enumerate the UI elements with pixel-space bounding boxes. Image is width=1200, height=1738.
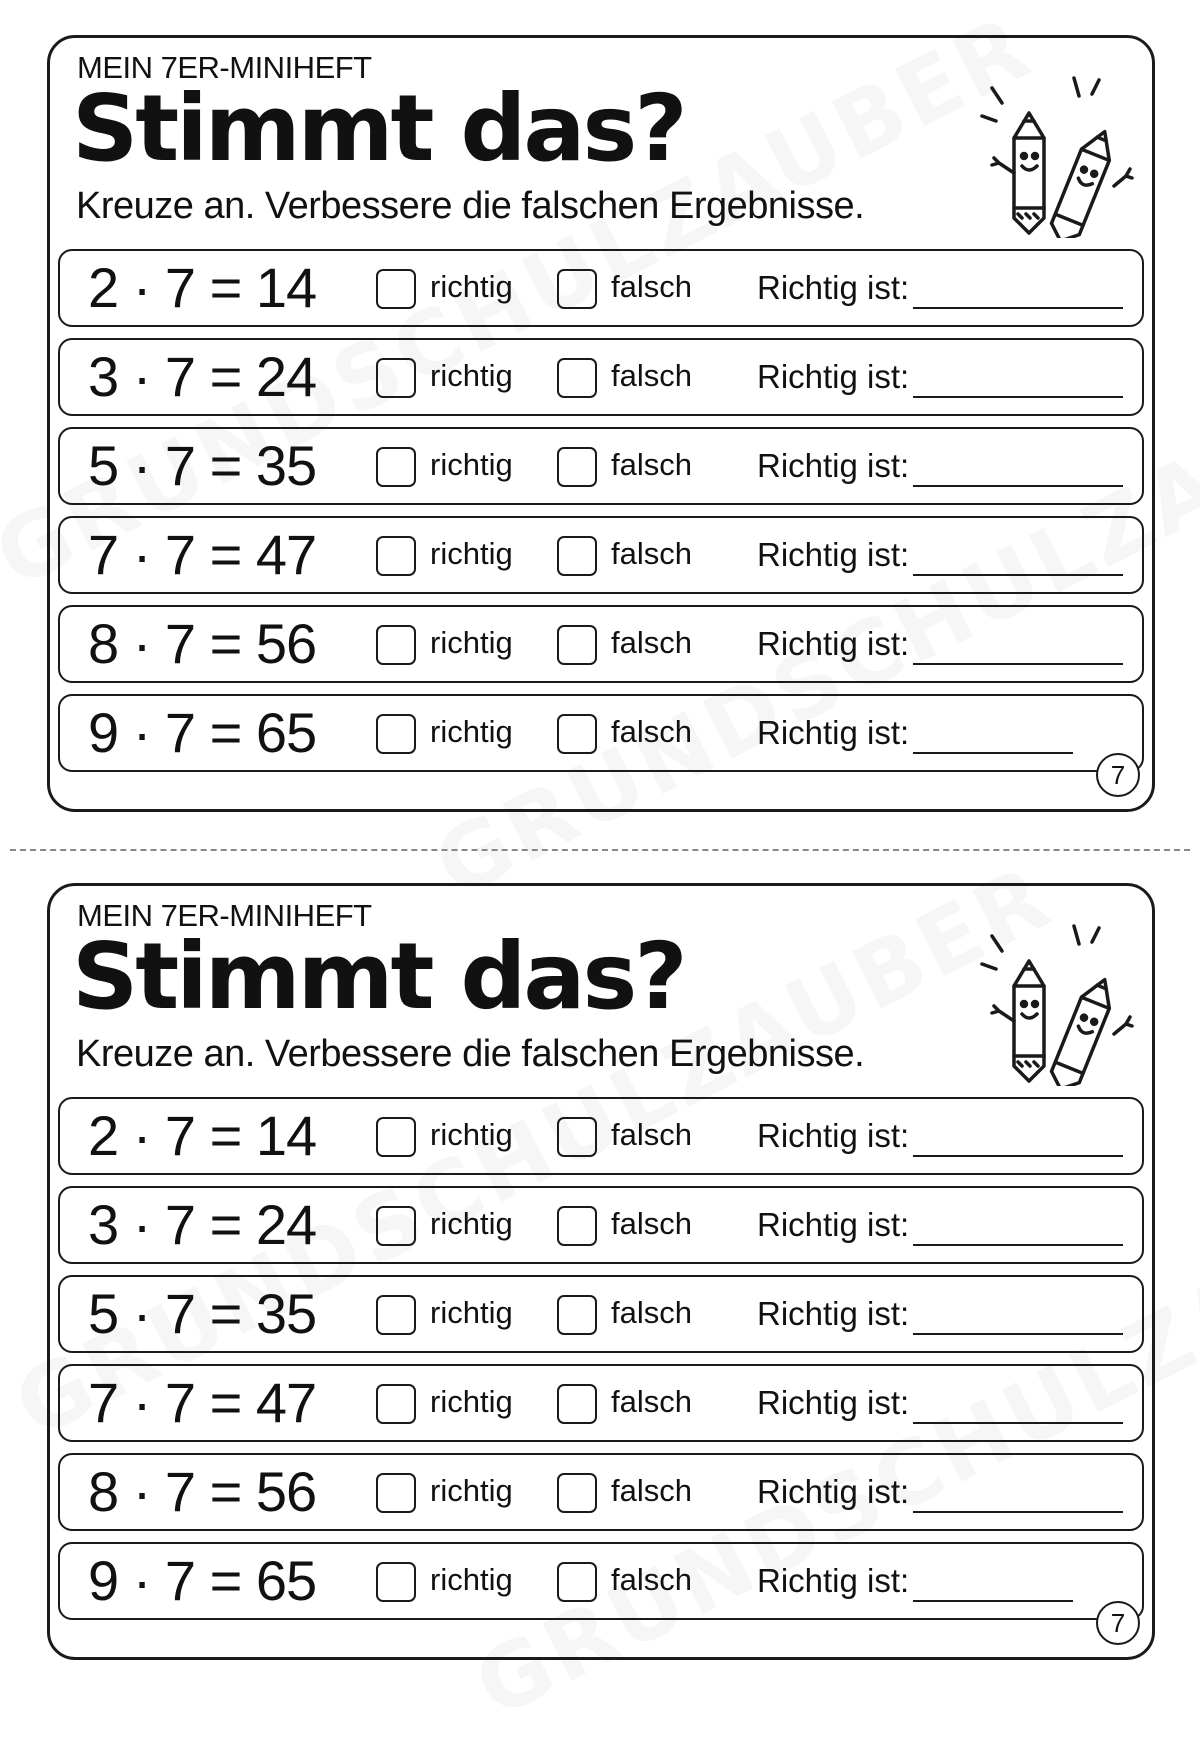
label-richtig: richtig	[430, 447, 513, 482]
task-list	[58, 249, 1144, 783]
checkbox-richtig[interactable]	[376, 625, 416, 665]
multiplication-task: 9 · 7 = 65	[88, 701, 317, 764]
label-falsch: falsch	[611, 536, 692, 571]
multiplication-task: 8 · 7 = 56	[88, 612, 317, 675]
checkbox-richtig[interactable]	[376, 1206, 416, 1246]
multiplication-task: 7 · 7 = 47	[88, 523, 317, 586]
page-number-badge: 7	[1096, 1601, 1140, 1645]
smiling-pencils-icon	[974, 916, 1134, 1086]
label-falsch: falsch	[611, 269, 692, 304]
task-row	[58, 1275, 1144, 1353]
label-falsch: falsch	[611, 1562, 692, 1597]
checkbox-richtig[interactable]	[376, 1473, 416, 1513]
checkbox-richtig[interactable]	[376, 1295, 416, 1335]
multiplication-task: 3 · 7 = 24	[88, 345, 317, 408]
answer-line[interactable]	[913, 396, 1123, 398]
answer-label: Richtig ist:	[757, 1206, 910, 1243]
answer-line[interactable]	[913, 1333, 1123, 1335]
label-richtig: richtig	[430, 536, 513, 571]
answer-label: Richtig ist:	[757, 269, 910, 306]
checkbox-richtig[interactable]	[376, 358, 416, 398]
label-falsch: falsch	[611, 1117, 692, 1152]
answer-line[interactable]	[913, 574, 1123, 576]
answer-label: Richtig ist:	[757, 1295, 910, 1332]
label-richtig: richtig	[430, 714, 513, 749]
answer-line[interactable]	[913, 1600, 1073, 1602]
answer-label: Richtig ist:	[757, 1117, 910, 1154]
label-richtig: richtig	[430, 358, 513, 393]
label-richtig: richtig	[430, 1473, 513, 1508]
multiplication-task: 7 · 7 = 47	[88, 1371, 317, 1434]
miniheft-card	[47, 35, 1155, 812]
label-falsch: falsch	[611, 1206, 692, 1241]
label-richtig: richtig	[430, 269, 513, 304]
checkbox-falsch[interactable]	[557, 1473, 597, 1513]
answer-label: Richtig ist:	[757, 447, 910, 484]
checkbox-richtig[interactable]	[376, 1562, 416, 1602]
task-row	[58, 249, 1144, 327]
label-falsch: falsch	[611, 1384, 692, 1419]
label-falsch: falsch	[611, 447, 692, 482]
checkbox-falsch[interactable]	[557, 536, 597, 576]
label-falsch: falsch	[611, 714, 692, 749]
checkbox-falsch[interactable]	[557, 625, 597, 665]
checkbox-falsch[interactable]	[557, 1384, 597, 1424]
checkbox-falsch[interactable]	[557, 1206, 597, 1246]
multiplication-task: 3 · 7 = 24	[88, 1193, 317, 1256]
instruction-text: Kreuze an. Verbessere die falschen Ergebnisse.	[76, 1033, 865, 1075]
checkbox-falsch[interactable]	[557, 1562, 597, 1602]
answer-line[interactable]	[913, 307, 1123, 309]
task-row	[58, 338, 1144, 416]
multiplication-task: 5 · 7 = 35	[88, 434, 317, 497]
checkbox-richtig[interactable]	[376, 447, 416, 487]
heft-name: MEIN 7ER-MINIHEFT	[77, 50, 372, 85]
label-richtig: richtig	[430, 1384, 513, 1419]
checkbox-falsch[interactable]	[557, 1295, 597, 1335]
answer-line[interactable]	[913, 1511, 1123, 1513]
answer-line[interactable]	[913, 1422, 1123, 1424]
task-row	[58, 1542, 1144, 1620]
answer-label: Richtig ist:	[757, 358, 910, 395]
multiplication-task: 5 · 7 = 35	[88, 1282, 317, 1345]
answer-line[interactable]	[913, 663, 1123, 665]
checkbox-falsch[interactable]	[557, 714, 597, 754]
task-list	[58, 1097, 1144, 1631]
checkbox-falsch[interactable]	[557, 269, 597, 309]
instruction-text: Kreuze an. Verbessere die falschen Ergebnisse.	[76, 185, 865, 227]
worksheet-title: Stimmt das?	[72, 75, 685, 182]
answer-label: Richtig ist:	[757, 1562, 910, 1599]
checkbox-richtig[interactable]	[376, 1384, 416, 1424]
task-row	[58, 1453, 1144, 1531]
miniheft-card	[47, 883, 1155, 1660]
checkbox-richtig[interactable]	[376, 714, 416, 754]
checkbox-falsch[interactable]	[557, 358, 597, 398]
checkbox-falsch[interactable]	[557, 1117, 597, 1157]
label-richtig: richtig	[430, 1117, 513, 1152]
answer-label: Richtig ist:	[757, 1473, 910, 1510]
smiling-pencils-icon	[974, 68, 1134, 238]
label-richtig: richtig	[430, 1295, 513, 1330]
multiplication-task: 2 · 7 = 14	[88, 1104, 317, 1167]
task-row	[58, 1186, 1144, 1264]
label-richtig: richtig	[430, 625, 513, 660]
answer-label: Richtig ist:	[757, 1384, 910, 1421]
answer-line[interactable]	[913, 752, 1073, 754]
multiplication-task: 2 · 7 = 14	[88, 256, 317, 319]
checkbox-richtig[interactable]	[376, 269, 416, 309]
worksheet-title: Stimmt das?	[72, 923, 685, 1030]
multiplication-task: 8 · 7 = 56	[88, 1460, 317, 1523]
answer-label: Richtig ist:	[757, 714, 910, 751]
label-falsch: falsch	[611, 625, 692, 660]
task-row	[58, 1097, 1144, 1175]
label-richtig: richtig	[430, 1206, 513, 1241]
task-row	[58, 516, 1144, 594]
answer-line[interactable]	[913, 1244, 1123, 1246]
label-falsch: falsch	[611, 1295, 692, 1330]
checkbox-richtig[interactable]	[376, 1117, 416, 1157]
task-row	[58, 694, 1144, 772]
answer-label: Richtig ist:	[757, 536, 910, 573]
checkbox-richtig[interactable]	[376, 536, 416, 576]
task-row	[58, 605, 1144, 683]
answer-line[interactable]	[913, 1155, 1123, 1157]
cut-line	[10, 849, 1190, 851]
answer-label: Richtig ist:	[757, 625, 910, 662]
task-row	[58, 1364, 1144, 1442]
label-richtig: richtig	[430, 1562, 513, 1597]
label-falsch: falsch	[611, 358, 692, 393]
heft-name: MEIN 7ER-MINIHEFT	[77, 898, 372, 933]
page-number-badge: 7	[1096, 753, 1140, 797]
answer-line[interactable]	[913, 485, 1123, 487]
checkbox-falsch[interactable]	[557, 447, 597, 487]
label-falsch: falsch	[611, 1473, 692, 1508]
task-row	[58, 427, 1144, 505]
multiplication-task: 9 · 7 = 65	[88, 1549, 317, 1612]
